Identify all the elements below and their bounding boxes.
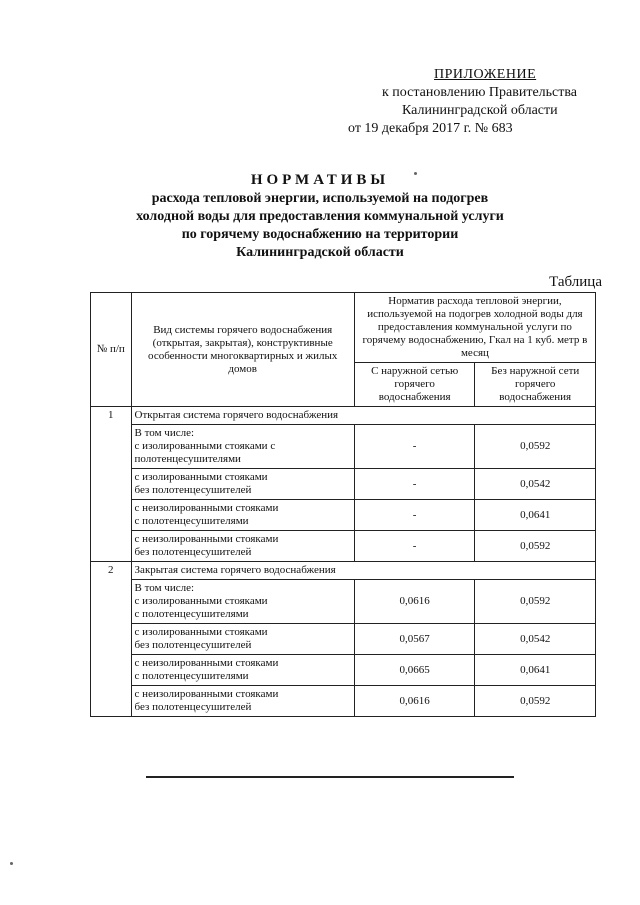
value-without-network: 0,0542	[475, 624, 596, 655]
table-row	[91, 624, 596, 655]
section-row	[91, 407, 596, 425]
value-without-network: 0,0542	[475, 469, 596, 500]
value-with-network: -	[354, 500, 475, 531]
row-label-line: с неизолированными стояками	[134, 502, 279, 514]
norms-table	[90, 292, 596, 717]
table-row	[91, 531, 596, 562]
row-label-line: с изолированными стояками	[134, 626, 268, 638]
header-num: № п/п	[91, 293, 132, 407]
row-label-line: В том числе:	[134, 582, 195, 594]
closing-line	[146, 776, 514, 778]
row-label-line: без полотенцесушителей	[134, 546, 252, 558]
section-number: 2	[91, 562, 132, 717]
table-label: Таблица	[549, 274, 602, 290]
section-title: Открытая система горячего водоснабжения	[131, 407, 595, 425]
document-title	[100, 170, 540, 262]
title-line: расхода тепловой энергии, используемой на подогрев	[151, 191, 489, 206]
row-label-line: с неизолированными стояками	[134, 657, 279, 669]
row-label-line: с полотенцесушителями	[134, 608, 249, 620]
table-row	[91, 469, 596, 500]
table-row	[91, 686, 596, 717]
title-line: Калининградской области	[236, 245, 404, 260]
row-label-line: с неизолированными стояками	[134, 533, 279, 545]
table-header-row	[91, 293, 596, 363]
title-heading: НОРМАТИВЫ	[250, 172, 390, 188]
row-label	[131, 469, 354, 500]
row-label-line: с изолированными стояками	[134, 595, 268, 607]
row-label-line: с полотенцесушителями	[134, 515, 249, 527]
header-with-network: С наружной сетью горячего водоснабжения	[354, 363, 475, 407]
row-label	[131, 500, 354, 531]
appendix-title: ПРИЛОЖЕНИЕ	[434, 67, 537, 82]
table-row	[91, 500, 596, 531]
header-norm: Норматив расхода тепловой энергии, используемой на подогрев холодной воды для предоставления коммунальной услуги по горячему водоснабжению, Гкал на 1 куб. метр в месяц	[354, 293, 595, 363]
scan-speck	[10, 862, 13, 865]
row-label-line: с полотенцесушителями	[134, 670, 249, 682]
title-line: холодной воды для предоставления коммунальной услуги	[136, 209, 504, 224]
row-label-line: без полотенцесушителей	[134, 701, 252, 713]
row-label-line: В том числе:	[134, 427, 195, 439]
value-with-network: -	[354, 425, 475, 469]
section-number: 1	[91, 407, 132, 562]
value-without-network: 0,0641	[475, 655, 596, 686]
value-without-network: 0,0592	[475, 425, 596, 469]
row-label	[131, 580, 354, 624]
row-label	[131, 624, 354, 655]
row-label-line: с неизолированными стояками	[134, 688, 279, 700]
scan-speck	[414, 172, 417, 175]
value-without-network: 0,0592	[475, 580, 596, 624]
table-row	[91, 580, 596, 624]
value-with-network: 0,0567	[354, 624, 475, 655]
header-system-type: Вид системы горячего водоснабжения (открытая, закрытая), конструктивные особенности многоквартирных и жилых домов	[131, 293, 354, 407]
row-label	[131, 686, 354, 717]
row-label-line: с изолированными стояками	[134, 471, 268, 483]
value-without-network: 0,0592	[475, 531, 596, 562]
row-label-line: без полотенцесушителей	[134, 639, 252, 651]
value-with-network: -	[354, 531, 475, 562]
appendix-date-number: от 19 декабря 2017 г. № 683	[348, 121, 513, 136]
row-label-line: без полотенцесушителей	[134, 484, 252, 496]
appendix-line: к постановлению Правительства	[382, 85, 578, 100]
section-row	[91, 562, 596, 580]
row-label	[131, 655, 354, 686]
row-label	[131, 425, 354, 469]
row-label-line: с изолированными стояками с	[134, 440, 276, 452]
value-without-network: 0,0641	[475, 500, 596, 531]
section-title: Закрытая система горячего водоснабжения	[131, 562, 595, 580]
row-label-line: полотенцесушителями	[134, 453, 241, 465]
value-with-network: 0,0616	[354, 580, 475, 624]
table-row	[91, 655, 596, 686]
title-line: по горячему водоснабжению на территории	[181, 227, 459, 242]
value-with-network: 0,0665	[354, 655, 475, 686]
row-label	[131, 531, 354, 562]
value-without-network: 0,0592	[475, 686, 596, 717]
appendix-block	[330, 66, 620, 138]
value-with-network: -	[354, 469, 475, 500]
table-row	[91, 425, 596, 469]
value-with-network: 0,0616	[354, 686, 475, 717]
header-without-network: Без наружной сети горячего водоснабжения	[475, 363, 596, 407]
appendix-line: Калининградской области	[402, 103, 558, 118]
